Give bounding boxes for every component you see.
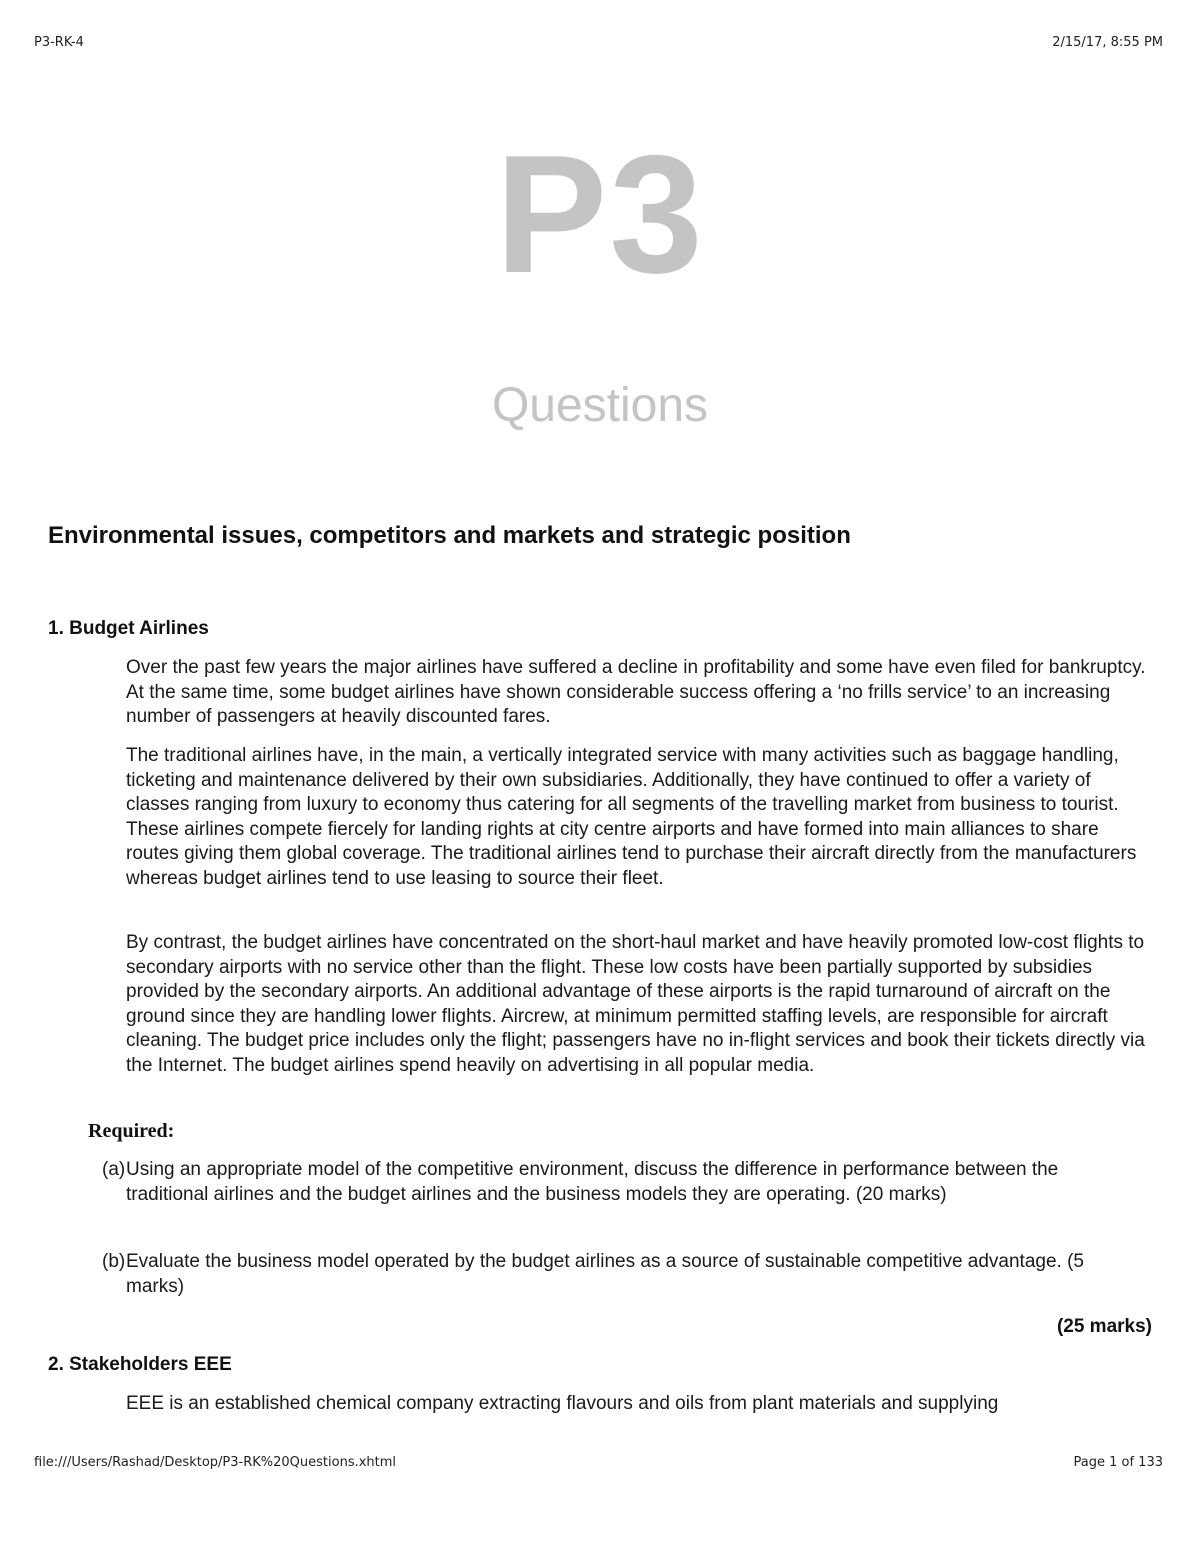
section-heading: Environmental issues, competitors and markets and strategic position [48,522,851,549]
question-1-paragraph-1: Over the past few years the major airlines have suffered a decline in profitability and some have even filed for bankruptcy. At the same time, some budget airlines have shown considerable success offering a ‘no frills service’ to an increasing number of passengers at heavily discounted fares. [126,657,1146,727]
requirement-b-text: Evaluate the business model operated by the budget airlines as a source of sustainable competitive advantage. (5 marks) [126,1251,1084,1297]
print-footer-file-path: file:///Users/Rashad/Desktop/P3-RK%20Questions.xhtml [34,1455,397,1470]
requirement-b-marker: (b) [102,1251,126,1272]
print-header-datetime: 2/15/17, 8:55 PM [1052,35,1163,50]
cover-title: P3 [495,120,705,308]
requirement-a-marker: (a) [102,1159,126,1180]
requirement-a-text: Using an appropriate model of the competitive environment, discuss the difference in performance between the traditional airlines and the budget airlines and the business models they are operating. (20 marks) [126,1159,1059,1205]
question-2-paragraph-1: EEE is an established chemical company extracting flavours and oils from plant materials and supplying [126,1393,999,1414]
question-1-heading: 1. Budget Airlines [48,618,209,639]
print-footer-page-number: Page 1 of 133 [1073,1455,1163,1470]
requirement-b [102,1250,1112,1299]
print-header-title: P3-RK-4 [34,35,84,50]
question-1-paragraph-3: By contrast, the budget airlines have concentrated on the short-haul market and have heavily promoted low-cost flights to secondary airports with no service other than the flight. These low costs have been partially supported by subsidies provided by the secondary airports. An additional advantage of these airports is the rapid turnaround of aircraft on the ground since they are handling lower flights. Aircrew, at minimum permitted staffing levels, are responsible for aircraft cleaning. The budget price includes only the flight; passengers have no in-flight services and book their tickets directly via the Internet. The budget airlines spend heavily on advertising in all popular media. [126,932,1145,1076]
question-2-heading: 2. Stakeholders EEE [48,1354,232,1375]
requirement-a [102,1158,1112,1207]
total-marks: (25 marks) [1056,1316,1152,1337]
question-1-paragraph-2: The traditional airlines have, in the main, a vertically integrated service with many activities such as baggage handling, ticketing and maintenance delivered by their own subsidiaries. Additionally, they have continued to offer a variety of classes ranging from luxury to economy thus catering for all segments of the travelling market from business to tourist. These airlines compete fiercely for landing rights at city centre airports and have formed into main alliances to share routes giving them global coverage. The traditional airlines tend to purchase their aircraft directly from the manufacturers whereas budget airlines tend to use leasing to source their fleet. [126,745,1137,889]
required-label: Required: [88,1120,175,1142]
cover-subtitle: Questions [491,379,709,432]
